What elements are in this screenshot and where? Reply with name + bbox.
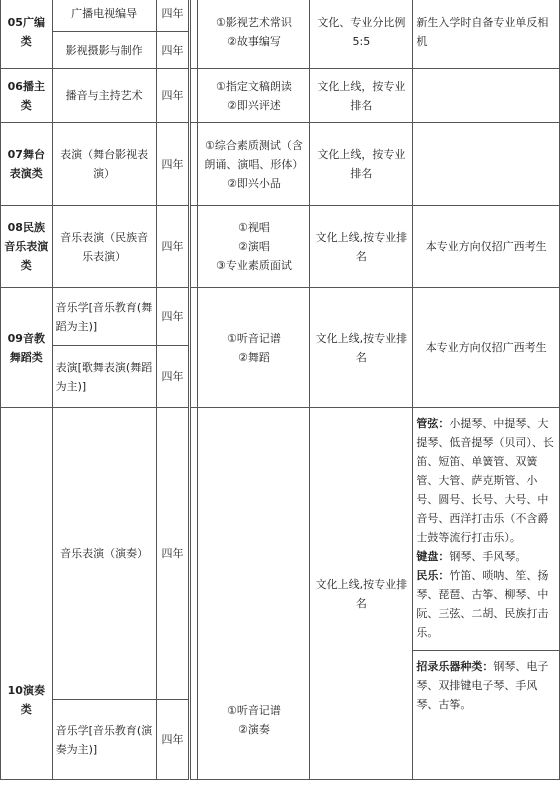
note-text: 竹笛、唢呐、笙、扬琴、琵琶、古筝、柳琴、中阮、三弦、二胡、民族打击乐。 <box>416 569 549 639</box>
program-years: 四年 <box>156 69 190 123</box>
program-years: 四年 <box>156 0 190 32</box>
exam-item: ①综合素质测试（含朗诵、演唱、形体） <box>204 138 304 171</box>
note: 本专业方向仅招广西考生 <box>413 206 560 288</box>
note-label: 招录乐器种类： <box>416 660 494 673</box>
admission-rule: 文化上线，按专业排名 <box>310 69 413 123</box>
category-08: 08民族音乐表演类 <box>1 206 53 288</box>
note <box>413 123 560 206</box>
exam-subjects <box>198 123 310 206</box>
category-05: 05广编类 <box>1 0 53 69</box>
exam-item: ②演唱 <box>237 240 270 253</box>
exam-item: ②舞蹈 <box>237 350 270 364</box>
note-text: 小提琴、中提琴、大提琴、低音提琴（贝司）、长笛、短笛、单簧管、双簧管、大管、萨克斯管、小号、圆号、长号、大号、中音号、西洋打击乐（不含爵士鼓等流行打击乐）。 <box>416 417 554 544</box>
column-divider <box>190 69 198 123</box>
category-07: 07舞台表演类 <box>1 123 53 206</box>
exam-item: ①视唱 <box>237 221 270 234</box>
exam-item: ③专业素质面试 <box>215 259 292 272</box>
note-text: 钢琴、手风琴。 <box>449 550 527 563</box>
program-name: 影视摄影与制作 <box>52 32 156 69</box>
exam-subjects <box>198 288 310 408</box>
column-divider <box>190 288 198 408</box>
note-text: 钢琴、电子琴、双排键电子琴、手风琴、古筝。 <box>416 660 549 711</box>
program-years: 四年 <box>156 288 190 346</box>
note-label: 键盘： <box>416 550 450 563</box>
admission-rule: 文化上线,按专业排名 <box>310 206 413 288</box>
exam-subjects <box>198 206 310 288</box>
admission-rule: 文化上线，按专业排名 <box>310 123 413 206</box>
column-divider <box>190 123 198 206</box>
exam-item: ①指定文稿朗读 <box>215 79 292 93</box>
note-label: 民乐： <box>416 569 450 582</box>
exam-subjects <box>198 408 310 780</box>
exam-item: ①影视艺术常识 <box>215 15 292 29</box>
note: 本专业方向仅招广西考生 <box>413 288 560 408</box>
exam-item: ①听音记谱 <box>226 331 281 345</box>
program-name: 广播电视编导 <box>52 0 156 32</box>
column-divider <box>190 206 198 288</box>
admission-rule: 文化上线,按专业排名 <box>310 288 413 408</box>
exam-item: ②演奏 <box>237 723 270 736</box>
program-years: 四年 <box>156 32 190 69</box>
note-label: 管弦： <box>416 417 450 430</box>
category-10: 10演奏类 <box>1 408 53 780</box>
category-09: 09音教舞蹈类 <box>1 288 53 408</box>
program-years: 四年 <box>156 123 190 206</box>
exam-subjects <box>198 0 310 69</box>
admission-rule: 文化上线,按专业排名 <box>310 408 413 780</box>
instrument-notes <box>413 408 560 780</box>
note-block-brass-strings <box>416 414 556 547</box>
note-block-keyboard <box>416 547 556 566</box>
program-years: 四年 <box>156 408 190 700</box>
program-name: 音乐表演（演奏） <box>52 408 156 700</box>
program-name: 播音与主持艺术 <box>52 69 156 123</box>
exam-item: ②即兴小品 <box>226 176 281 190</box>
admission-rule: 文化、专业分比例5:5 <box>310 0 413 69</box>
note-block-recruit <box>413 650 559 714</box>
program-name: 音乐表演（民族音乐表演） <box>52 206 156 288</box>
program-name: 音乐学[音乐教育(舞蹈为主)] <box>52 288 156 346</box>
exam-subjects <box>198 69 310 123</box>
exam-item: ②即兴评述 <box>226 98 281 112</box>
note: 新生入学时自备专业单反相机 <box>413 0 560 69</box>
program-name: 表演（舞台影视表演） <box>52 123 156 206</box>
program-name: 音乐学[音乐教育(演奏为主)] <box>52 700 156 780</box>
program-years: 四年 <box>156 700 190 780</box>
note <box>413 69 560 123</box>
program-name: 表演[歌舞表演(舞蹈为主)] <box>52 346 156 408</box>
category-06: 06播主类 <box>1 69 53 123</box>
column-divider <box>190 0 198 69</box>
note-block-folk <box>416 566 556 642</box>
program-years: 四年 <box>156 206 190 288</box>
exam-item: ①听音记谱 <box>226 704 281 717</box>
exam-item: ②故事编写 <box>226 34 281 48</box>
column-divider <box>190 408 198 780</box>
program-years: 四年 <box>156 346 190 408</box>
